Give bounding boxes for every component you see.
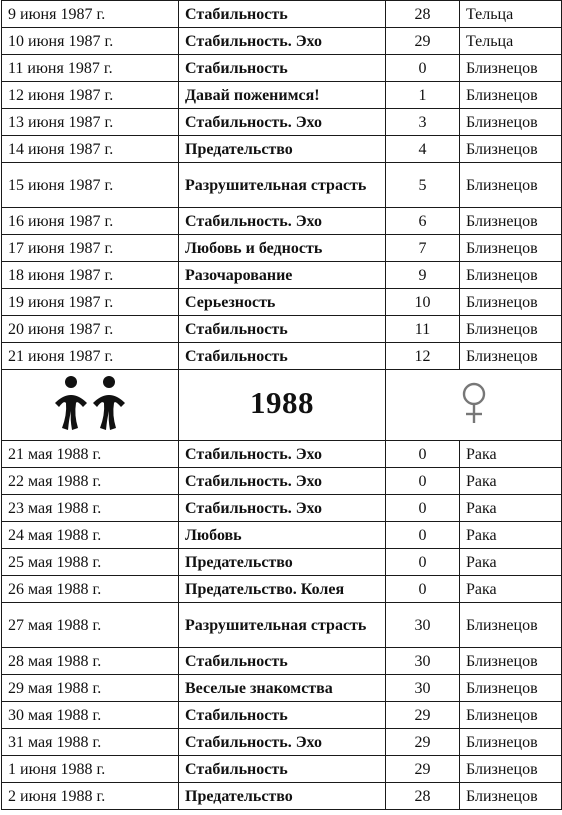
- name-cell: Любовь: [179, 522, 386, 549]
- table-row: [2, 729, 562, 756]
- date-cell: 17 июня 1987 г.: [2, 235, 179, 262]
- sign-cell: Близнецов: [460, 235, 562, 262]
- date-cell: 20 июня 1987 г.: [2, 316, 179, 343]
- number-cell: 10: [386, 289, 460, 316]
- date-cell: 31 мая 1988 г.: [2, 729, 179, 756]
- name-cell: Предательство: [179, 136, 386, 163]
- sign-cell: Близнецов: [460, 109, 562, 136]
- name-cell: Стабильность. Эхо: [179, 441, 386, 468]
- name-cell: Стабильность. Эхо: [179, 468, 386, 495]
- number-cell: 12: [386, 343, 460, 370]
- name-cell: Стабильность: [179, 316, 386, 343]
- sign-cell: Близнецов: [460, 675, 562, 702]
- table-row: [2, 343, 562, 370]
- table-row: [2, 55, 562, 82]
- date-cell: 29 мая 1988 г.: [2, 675, 179, 702]
- venus-icon: [459, 381, 489, 425]
- sign-cell: Тельца: [460, 28, 562, 55]
- table-row: [2, 675, 562, 702]
- date-cell: 22 мая 1988 г.: [2, 468, 179, 495]
- name-cell: Стабильность: [179, 702, 386, 729]
- name-cell: Стабильность: [179, 756, 386, 783]
- table-row: [2, 163, 562, 208]
- date-cell: 11 июня 1987 г.: [2, 55, 179, 82]
- year-separator: [2, 370, 562, 441]
- name-cell: Серьезность: [179, 289, 386, 316]
- date-cell: 24 мая 1988 г.: [2, 522, 179, 549]
- sign-cell: Близнецов: [460, 603, 562, 648]
- name-cell: Стабильность. Эхо: [179, 28, 386, 55]
- date-cell: 12 июня 1987 г.: [2, 82, 179, 109]
- sign-cell: Близнецов: [460, 316, 562, 343]
- sign-cell: Близнецов: [460, 163, 562, 208]
- table-row: [2, 1, 562, 28]
- sign-cell: Близнецов: [460, 729, 562, 756]
- sign-cell: Близнецов: [460, 648, 562, 675]
- table-row: [2, 648, 562, 675]
- gemini-twins-icon: [52, 373, 128, 433]
- name-cell: Любовь и бедность: [179, 235, 386, 262]
- date-cell: 26 мая 1988 г.: [2, 576, 179, 603]
- number-cell: 29: [386, 756, 460, 783]
- separator-left-cell: [2, 370, 179, 441]
- date-cell: 21 июня 1987 г.: [2, 343, 179, 370]
- sign-cell: Близнецов: [460, 262, 562, 289]
- table-row: [2, 549, 562, 576]
- table-row: [2, 495, 562, 522]
- date-cell: 30 мая 1988 г.: [2, 702, 179, 729]
- number-cell: 30: [386, 648, 460, 675]
- table-row: [2, 702, 562, 729]
- table-row: [2, 82, 562, 109]
- date-cell: 16 июня 1987 г.: [2, 208, 179, 235]
- number-cell: 11: [386, 316, 460, 343]
- date-cell: 1 июня 1988 г.: [2, 756, 179, 783]
- sign-cell: Близнецов: [460, 783, 562, 810]
- table-row: [2, 756, 562, 783]
- date-cell: 10 июня 1987 г.: [2, 28, 179, 55]
- table-row: [2, 522, 562, 549]
- separator-right-cell: [386, 370, 562, 441]
- date-cell: 2 июня 1988 г.: [2, 783, 179, 810]
- table-row: [2, 316, 562, 343]
- number-cell: 4: [386, 136, 460, 163]
- date-cell: 13 июня 1987 г.: [2, 109, 179, 136]
- number-cell: 5: [386, 163, 460, 208]
- year-label: 1988: [250, 384, 314, 420]
- name-cell: Разочарование: [179, 262, 386, 289]
- date-cell: 23 мая 1988 г.: [2, 495, 179, 522]
- number-cell: 0: [386, 522, 460, 549]
- sign-cell: Рака: [460, 522, 562, 549]
- name-cell: Разрушительная страсть: [179, 163, 386, 208]
- table-row: [2, 441, 562, 468]
- separator-year-cell: [179, 370, 386, 441]
- date-cell: 27 мая 1988 г.: [2, 603, 179, 648]
- name-cell: Давай поженимся!: [179, 82, 386, 109]
- table-row: [2, 468, 562, 495]
- table-row: [2, 28, 562, 55]
- number-cell: 0: [386, 495, 460, 522]
- sign-cell: Близнецов: [460, 136, 562, 163]
- sign-cell: Рака: [460, 441, 562, 468]
- table-row: [2, 136, 562, 163]
- number-cell: 29: [386, 729, 460, 756]
- sign-cell: Близнецов: [460, 208, 562, 235]
- number-cell: 28: [386, 783, 460, 810]
- rows-1988: [2, 441, 562, 810]
- sign-cell: Рака: [460, 468, 562, 495]
- number-cell: 9: [386, 262, 460, 289]
- birthday-table: [1, 0, 562, 810]
- number-cell: 28: [386, 1, 460, 28]
- name-cell: Веселые знакомства: [179, 675, 386, 702]
- table-row: [2, 235, 562, 262]
- name-cell: Стабильность: [179, 1, 386, 28]
- number-cell: 0: [386, 441, 460, 468]
- date-cell: 21 мая 1988 г.: [2, 441, 179, 468]
- table-row: [2, 289, 562, 316]
- sign-cell: Тельца: [460, 1, 562, 28]
- number-cell: 0: [386, 549, 460, 576]
- name-cell: Стабильность: [179, 343, 386, 370]
- name-cell: Стабильность. Эхо: [179, 208, 386, 235]
- number-cell: 30: [386, 603, 460, 648]
- date-cell: 25 мая 1988 г.: [2, 549, 179, 576]
- rows-1987: [2, 1, 562, 370]
- sign-cell: Близнецов: [460, 702, 562, 729]
- sign-cell: Близнецов: [460, 289, 562, 316]
- name-cell: Разрушительная страсть: [179, 603, 386, 648]
- table-row: [2, 262, 562, 289]
- name-cell: Стабильность. Эхо: [179, 729, 386, 756]
- name-cell: Предательство: [179, 549, 386, 576]
- name-cell: Стабильность. Эхо: [179, 495, 386, 522]
- table-row: [2, 576, 562, 603]
- number-cell: 30: [386, 675, 460, 702]
- name-cell: Стабильность: [179, 55, 386, 82]
- number-cell: 0: [386, 468, 460, 495]
- table-row: [2, 109, 562, 136]
- table-row: [2, 603, 562, 648]
- date-cell: 18 июня 1987 г.: [2, 262, 179, 289]
- date-cell: 15 июня 1987 г.: [2, 163, 179, 208]
- number-cell: 1: [386, 82, 460, 109]
- number-cell: 29: [386, 28, 460, 55]
- number-cell: 7: [386, 235, 460, 262]
- sign-cell: Близнецов: [460, 82, 562, 109]
- number-cell: 29: [386, 702, 460, 729]
- number-cell: 6: [386, 208, 460, 235]
- sign-cell: Рака: [460, 576, 562, 603]
- year-separator-row: [2, 370, 562, 441]
- table-row: [2, 783, 562, 810]
- sign-cell: Близнецов: [460, 343, 562, 370]
- name-cell: Стабильность. Эхо: [179, 109, 386, 136]
- date-cell: 19 июня 1987 г.: [2, 289, 179, 316]
- number-cell: 0: [386, 576, 460, 603]
- name-cell: Предательство: [179, 783, 386, 810]
- table-row: [2, 208, 562, 235]
- date-cell: 9 июня 1987 г.: [2, 1, 179, 28]
- date-cell: 14 июня 1987 г.: [2, 136, 179, 163]
- name-cell: Стабильность: [179, 648, 386, 675]
- sign-cell: Рака: [460, 549, 562, 576]
- number-cell: 0: [386, 55, 460, 82]
- sign-cell: Рака: [460, 495, 562, 522]
- sign-cell: Близнецов: [460, 756, 562, 783]
- name-cell: Предательство. Колея: [179, 576, 386, 603]
- date-cell: 28 мая 1988 г.: [2, 648, 179, 675]
- sign-cell: Близнецов: [460, 55, 562, 82]
- number-cell: 3: [386, 109, 460, 136]
